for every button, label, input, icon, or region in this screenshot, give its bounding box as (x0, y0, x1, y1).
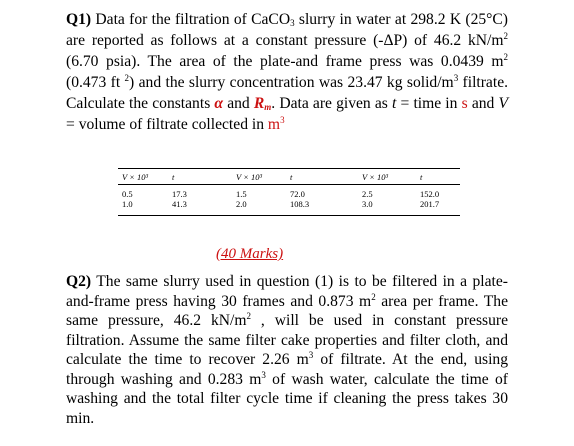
alpha-symbol: α (214, 95, 224, 112)
table-cell: 152.0 (420, 189, 440, 199)
question-1-text: Q1) Data for the filtration of CaCO$_3$ slurry in water at 298.2 K (25°C) are reported as follows at a constant pressure (-ΔP) of 46.2 $kN/m^2$ (6.70 psia). The area of the plate-and frame press was 0.0439 $m^2$ (0.473 ft $^2$) and the slurry concentration was 23.47 kg solid/$m^3$ filtrate. Calculate the constants α and $R_m$. Data are given as t = time in s and V = volume of filtrate collected in $m^3$ (66, 11, 509, 133)
table-cell: 72.0 (290, 189, 305, 199)
table-header: t (288, 169, 360, 185)
question-1-number: Q1) (66, 11, 92, 28)
rm-symbol: $R_m$ (253, 95, 272, 112)
marks-label: (40 Marks) (216, 246, 284, 262)
table-cell: 2.0 (234, 199, 288, 216)
table-cell: 1.5 (236, 189, 247, 199)
question-2-text: Q2) The same slurry used in question (1) is to be filtered in a plate-and-frame press having 30 frames and 0.873 $m^2$ area per frame. The same pressure, 46.2 $kN/m^2$ , will be used in constant pressure filtration. Assume the same filter cake properties and filter cloth, and calculate the time to recover 2.26 $m^3$ of filtrate. At the end, using through washing and 0.283 $m^3$ of wash water, calculate the time of washing and the total filter cycle time if cleaning the press takes 30 min. (66, 273, 508, 427)
table-cell: 1.0 (118, 199, 170, 216)
table-header-row (118, 169, 460, 185)
m3-unit: $m^3$ (267, 115, 285, 133)
table-row (118, 185, 460, 200)
table-header: t (418, 169, 460, 185)
table-header: V × 10³ (118, 169, 170, 185)
table-row (118, 199, 460, 216)
table-header: t (170, 169, 234, 185)
table-header: V × 10³ (234, 169, 288, 185)
table-cell: 201.7 (418, 199, 460, 216)
table-cell: 41.3 (170, 199, 234, 216)
table-cell: 2.5 (362, 189, 373, 199)
table-cell: 3.0 (360, 199, 418, 216)
table-cell: 108.3 (288, 199, 360, 216)
filtration-data-table (118, 168, 460, 216)
table-cell: 0.5 (122, 189, 133, 199)
question-2-number: Q2) (66, 273, 92, 290)
table-header: V × 10³ (360, 169, 418, 185)
table-cell: 17.3 (172, 189, 187, 199)
